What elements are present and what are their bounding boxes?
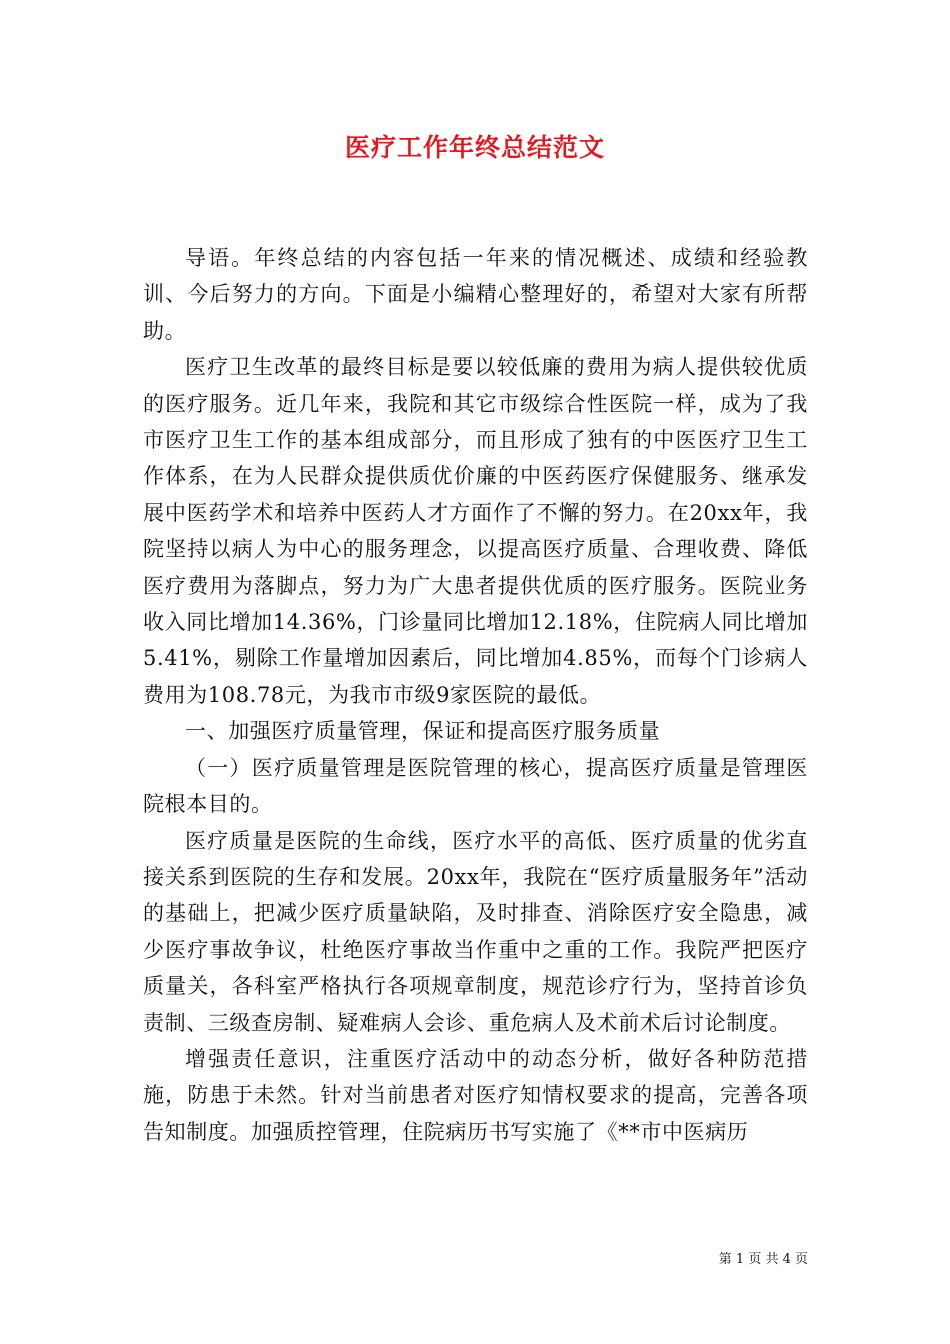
subsection-heading-1: （一）医疗质量管理是医院管理的核心，提高医疗质量是管理医院根本目的。 bbox=[143, 755, 808, 817]
section-heading-1: 一、加强医疗质量管理，保证和提高医疗服务质量 bbox=[185, 719, 661, 744]
paragraph-quality: 医疗质量是医院的生命线，医疗水平的高低、医疗质量的优劣直接关系到医院的生存和发展。20xx年，我院在“医疗质量服务年”活动的基础上，把减少医疗质量缺陷，及时排查、消除医疗安全隐患，减少医疗事故争议，杜绝医疗事故当作重中之重的工作。我院严把医疗质量关，各科室严格执行各项规章制度，规范诊疗行为，坚持首诊负责制、三级查房制、疑难病人会诊、重危病人及术前术后讨论制度。 bbox=[143, 828, 808, 1035]
page-footer: 第 1 页 共 4 页 bbox=[718, 1252, 808, 1267]
paragraph-responsibility: 增强责任意识，注重医疗活动中的动态分析，做好各种防范措施，防患于未然。针对当前患者对医疗知情权要求的提高，完善各项告知制度。加强质控管理，住院病历书写实施了《**市中医病历 bbox=[143, 1046, 808, 1144]
paragraph-overview: 医疗卫生改革的最终目标是要以较低廉的费用为病人提供较优质的医疗服务。近几年来，我院和其它市级综合性医院一样，成为了我市医疗卫生工作的基本组成部分，而且形成了独有的中医医疗卫生工作体系，在为人民群众提供质优价廉的中医药医疗保健服务、继承发展中医药学术和培养中医药人才方面作了不懈的努力。在20xx年，我院坚持以病人为中心的服务理念，以提高医疗质量、合理收费、降低医疗费用为落脚点，努力为广大患者提供优质的医疗服务。医院业务收入同比增加14.36%，门诊量同比增加12.18%，住院病人同比增加5.41%，剔除工作量增加因素后，同比增加4.85%，而每个门诊病人费用为108.78元，为我市市级9家医院的最低。 bbox=[143, 355, 808, 707]
document-title: 医疗工作年终总结范文 bbox=[344, 133, 605, 162]
paragraph-intro: 导语。年终总结的内容包括一年来的情况概述、成绩和经验教训、今后努力的方向。下面是小编精心整理好的，希望对大家有所帮助。 bbox=[143, 246, 808, 343]
document-body bbox=[143, 240, 808, 1150]
